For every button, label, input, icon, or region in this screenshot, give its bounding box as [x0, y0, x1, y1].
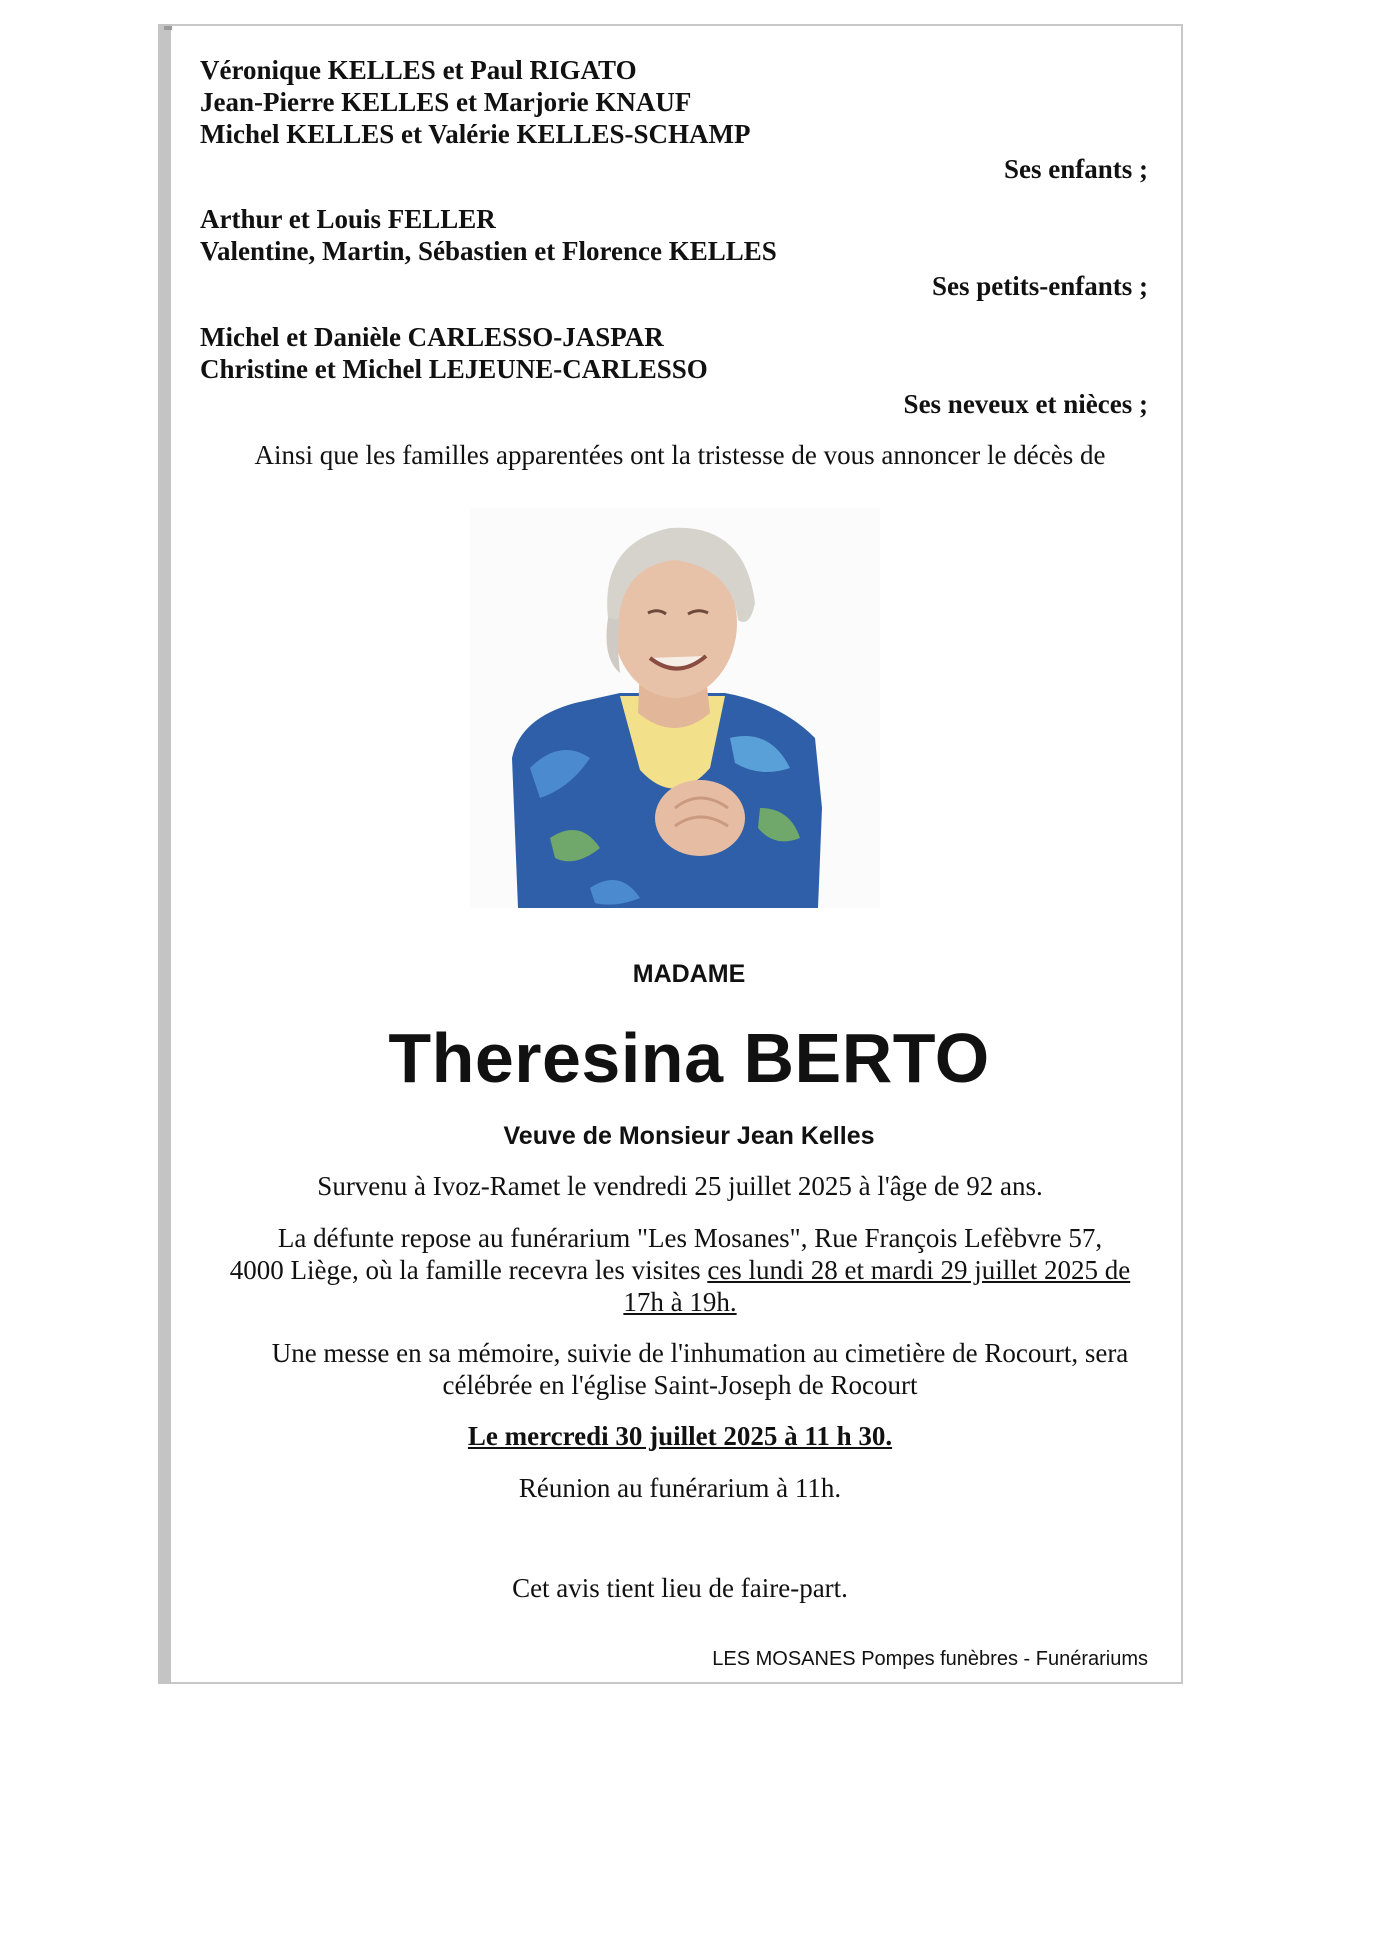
deceased-name: Theresina BERTO [388, 1019, 990, 1097]
reunion-info: Réunion au funérarium à 11h. [518, 1473, 842, 1503]
portrait-photo [470, 508, 880, 908]
family-line: Christine et Michel LEJEUNE-CARLESSO [200, 354, 708, 384]
honorific: MADAME [632, 960, 746, 988]
death-info: Survenu à Ivoz-Ramet le vendredi 25 juillet 2025 à l'âge de 92 ans. [317, 1171, 1043, 1201]
family-line: Arthur et Louis FELLER [200, 204, 496, 234]
visitation-line-1: La défunte repose au funérarium "Les Mosanes", Rue François Lefèbvre 57, [277, 1223, 1103, 1253]
mass-line-1: Une messe en sa mémoire, suivie de l'inhumation au cimetière de Rocourt, sera [271, 1338, 1129, 1368]
widow-of: Veuve de Monsieur Jean Kelles [503, 1122, 875, 1150]
family-line: Valentine, Martin, Sébastien et Florence KELLES [200, 236, 777, 266]
nephews-names [200, 321, 708, 385]
family-line: Jean-Pierre KELLES et Marjorie KNAUF [200, 87, 692, 117]
visitation-hours: 17h à 19h. [623, 1287, 737, 1317]
visitation-text: 4000 Liège, où la famille recevra les visites [229, 1255, 708, 1285]
mass-line-2: célébrée en l'église Saint-Joseph de Rocourt [442, 1370, 918, 1400]
grandchildren-relation: Ses petits-enfants ; [932, 271, 1148, 301]
family-line: Véronique KELLES et Paul RIGATO [200, 55, 637, 85]
family-line: Michel KELLES et Valérie KELLES-SCHAMP [200, 119, 751, 149]
funeral-home-footer: LES MOSANES Pompes funèbres - Funérariums [712, 1648, 1148, 1670]
visitation-dates: ces lundi 28 et mardi 29 juillet 2025 de [707, 1255, 1131, 1285]
grandchildren-names [200, 203, 777, 267]
children-names [200, 54, 751, 150]
corner-mark [164, 26, 172, 30]
portrait-illustration [470, 508, 880, 908]
left-margin-bar [158, 24, 171, 1684]
nephews-relation: Ses neveux et nièces ; [903, 389, 1148, 419]
mass-date: Le mercredi 30 juillet 2025 à 11 h 30. [467, 1421, 893, 1451]
children-relation: Ses enfants ; [1003, 154, 1148, 184]
announcement-intro: Ainsi que les familles apparentées ont la tristesse de vous annoncer le décès de [254, 440, 1106, 470]
family-line: Michel et Danièle CARLESSO-JASPAR [200, 322, 664, 352]
notice-statement: Cet avis tient lieu de faire-part. [512, 1573, 848, 1603]
visitation-line-2 [180, 1254, 1180, 1286]
